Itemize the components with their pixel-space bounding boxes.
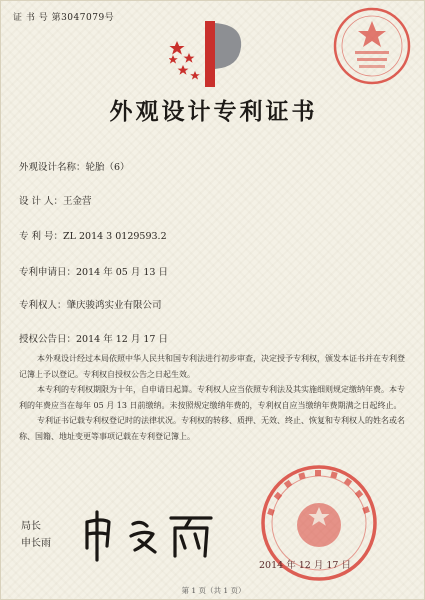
certificate-body [19, 351, 409, 444]
body-paragraph: 专利证书记载专利权登记时的法律状况。专利权的转移、质押、无效、终止、恢复和专利权人的姓名或名称、国籍、地址变更等事项记载在专利登记簿上。 [19, 416, 405, 441]
field-label: 授权公告日： [19, 334, 77, 345]
field-value: 轮胎（6） [85, 162, 130, 173]
signatory-name: 申长雨 [21, 538, 51, 549]
page-title: 外观设计专利证书 [109, 98, 318, 125]
field-designer [19, 193, 92, 207]
certificate-number: 证 书 号 第3047079号 [13, 13, 115, 23]
page-footer: 第 1 页（共 1 页） [181, 586, 246, 595]
field-label: 专 利 号： [19, 231, 64, 242]
field-grant-date [19, 331, 168, 345]
field-label: 专利权人： [19, 300, 67, 311]
field-value: 2014 年 05 月 13 日 [76, 267, 168, 278]
field-label: 外观设计名称： [19, 162, 86, 173]
seal-date: 2014 年 12 月 17 日 [259, 560, 351, 571]
patent-office-logo-icon [169, 19, 247, 89]
body-paragraph: 本专利的专利权期限为十年，自申请日起算。专利权人应当依照专利法及其实施细则规定缴纳年费。本专利的年费应当在每年 05 月 13 日前缴纳。未按照规定缴纳年费的，专利权自应当缴纳年费期满之日起终止。 [19, 385, 405, 410]
field-patent-number [19, 228, 167, 242]
signatory-block [21, 518, 51, 552]
field-value: 肇庆骏鸿实业有限公司 [66, 300, 162, 311]
field-application-date [19, 264, 168, 278]
field-label: 设 计 人： [19, 196, 64, 207]
field-patentee [19, 297, 162, 311]
body-paragraph: 本外观设计经过本局依照中华人民共和国专利法进行初步审查，决定授予专利权，颁发本证书并在专利登记簿上予以登记。专利权自授权公告之日起生效。 [19, 354, 405, 379]
field-value: 2014 年 12 月 17 日 [76, 334, 168, 345]
top-seal-icon [331, 5, 413, 87]
field-value: ZL 2014 3 0129593.2 [63, 231, 167, 242]
handwritten-signature [73, 504, 223, 564]
field-label: 专利申请日： [19, 267, 77, 278]
signatory-title: 局长 [21, 521, 41, 532]
field-value: 王金营 [63, 196, 92, 207]
field-design-name [19, 159, 130, 173]
